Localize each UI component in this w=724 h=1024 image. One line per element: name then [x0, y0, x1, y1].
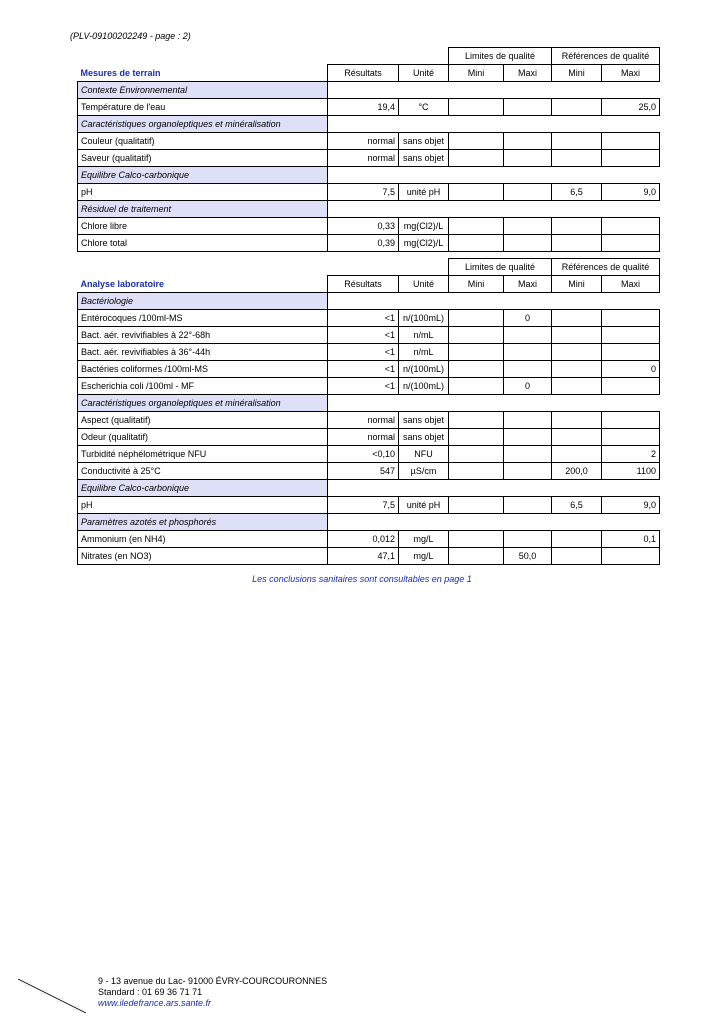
- result-cell: <1: [328, 310, 399, 327]
- unit-cell: n/(100mL): [399, 310, 449, 327]
- result-cell: 0,33: [328, 218, 399, 235]
- conclusion-note: Les conclusions sanitaires sont consultables en page 1: [252, 574, 472, 584]
- param-cell: Escherichia coli /100ml - MF: [78, 378, 328, 395]
- param-cell: Odeur (qualitatif): [78, 429, 328, 446]
- unit-cell: NFU: [399, 446, 449, 463]
- ref-max-cell: 0: [602, 361, 660, 378]
- col-ref-maxi: Maxi: [602, 65, 660, 82]
- result-cell: normal: [328, 133, 399, 150]
- unit-cell: n/(100mL): [399, 378, 449, 395]
- category-label: Bactériologie: [78, 293, 328, 310]
- result-cell: 0,012: [328, 531, 399, 548]
- unit-cell: sans objet: [399, 412, 449, 429]
- col-lim-mini: Mini: [449, 65, 504, 82]
- param-cell: Chlore libre: [78, 218, 328, 235]
- col-ref-mini: Mini: [552, 65, 602, 82]
- footer-website-link[interactable]: www.iledefrance.ars.sante.fr: [98, 998, 212, 1008]
- terrain-title: Mesures de terrain: [80, 67, 161, 78]
- param-cell: Bactéries coliformes /100ml-MS: [78, 361, 328, 378]
- ref-max-cell: 9,0: [602, 184, 660, 201]
- limit-max-cell: 0: [504, 378, 552, 395]
- result-cell: <1: [328, 378, 399, 395]
- param-cell: Aspect (qualitatif): [78, 412, 328, 429]
- result-cell: <1: [328, 361, 399, 378]
- category-label: Caractéristiques organoleptiques et minéralisation: [78, 395, 328, 412]
- ref-min-cell: 6,5: [552, 497, 602, 514]
- param-cell: Température de l'eau: [78, 99, 328, 116]
- limit-max-cell: 50,0: [504, 548, 552, 565]
- result-cell: 19,4: [328, 99, 399, 116]
- ref-max-cell: 2: [602, 446, 660, 463]
- document-reference: (PLV-09100202249 - page : 2): [70, 31, 191, 41]
- unit-cell: mg(Cl2)/L: [399, 218, 449, 235]
- references-header: Références de qualité: [552, 259, 660, 276]
- limites-header: Limites de qualité: [449, 48, 552, 65]
- unit-cell: n/mL: [399, 327, 449, 344]
- param-cell: pH: [78, 184, 328, 201]
- footer-address: 9 - 13 avenue du Lac- 91000 ÉVRY-COURCOURONNES: [98, 976, 328, 986]
- category-label: Equilibre Calco-carbonique: [78, 480, 328, 497]
- result-cell: normal: [328, 412, 399, 429]
- limit-max-cell: 0: [504, 310, 552, 327]
- unit-cell: mg/L: [399, 548, 449, 565]
- result-cell: normal: [328, 429, 399, 446]
- references-header: Références de qualité: [552, 48, 660, 65]
- ref-max-cell: 0,1: [602, 531, 660, 548]
- result-cell: <1: [328, 327, 399, 344]
- unit-cell: µS/cm: [399, 463, 449, 480]
- col-ref-maxi: Maxi: [602, 276, 660, 293]
- result-cell: 7,5: [328, 184, 399, 201]
- param-cell: pH: [78, 497, 328, 514]
- result-cell: <1: [328, 344, 399, 361]
- unit-cell: unité pH: [399, 497, 449, 514]
- labo-title: Analyse laboratoire: [80, 278, 165, 289]
- param-cell: Entérocoques /100ml-MS: [78, 310, 328, 327]
- col-ref-mini: Mini: [552, 276, 602, 293]
- param-cell: Bact. aér. revivifiables à 36°-44h: [78, 344, 328, 361]
- col-lim-maxi: Maxi: [504, 65, 552, 82]
- unit-cell: mg(Cl2)/L: [399, 235, 449, 252]
- ref-max-cell: 9,0: [602, 497, 660, 514]
- param-cell: Couleur (qualitatif): [78, 133, 328, 150]
- ref-max-cell: 1100: [602, 463, 660, 480]
- result-cell: <0,10: [328, 446, 399, 463]
- col-unite: Unité: [399, 276, 449, 293]
- limites-header: Limites de qualité: [449, 259, 552, 276]
- footer-phone: Standard : 01 69 36 71 71: [98, 987, 203, 997]
- category-label: Caractéristiques organoleptiques et minéralisation: [78, 116, 328, 133]
- unit-cell: sans objet: [399, 133, 449, 150]
- result-cell: normal: [328, 150, 399, 167]
- result-cell: 7,5: [328, 497, 399, 514]
- col-resultats: Résultats: [328, 65, 399, 82]
- param-cell: Turbidité néphélométrique NFU: [78, 446, 328, 463]
- result-cell: 0,39: [328, 235, 399, 252]
- footer: [98, 976, 327, 1009]
- param-cell: Nitrates (en NO3): [78, 548, 328, 565]
- category-label: Paramètres azotés et phosphorés: [78, 514, 328, 531]
- unit-cell: sans objet: [399, 150, 449, 167]
- col-lim-maxi: Maxi: [504, 276, 552, 293]
- unit-cell: mg/L: [399, 531, 449, 548]
- unit-cell: n/(100mL): [399, 361, 449, 378]
- param-cell: Bact. aér. revivifiables à 22°-68h: [78, 327, 328, 344]
- category-label: Equilibre Calco-carbonique: [78, 167, 328, 184]
- ref-min-cell: 200,0: [552, 463, 602, 480]
- col-lim-mini: Mini: [449, 276, 504, 293]
- result-cell: 547: [328, 463, 399, 480]
- col-unite: Unité: [399, 65, 449, 82]
- ref-min-cell: 6,5: [552, 184, 602, 201]
- param-cell: Conductivité à 25°C: [78, 463, 328, 480]
- param-cell: Chlore total: [78, 235, 328, 252]
- category-label: Résiduel de traitement: [78, 201, 328, 218]
- ref-max-cell: 25,0: [602, 99, 660, 116]
- unit-cell: sans objet: [399, 429, 449, 446]
- unit-cell: unité pH: [399, 184, 449, 201]
- result-cell: 47,1: [328, 548, 399, 565]
- param-cell: Saveur (qualitatif): [78, 150, 328, 167]
- unit-cell: °C: [399, 99, 449, 116]
- unit-cell: n/mL: [399, 344, 449, 361]
- category-label: Contexte Environnemental: [78, 82, 328, 99]
- param-cell: Ammonium (en NH4): [78, 531, 328, 548]
- col-resultats: Résultats: [328, 276, 399, 293]
